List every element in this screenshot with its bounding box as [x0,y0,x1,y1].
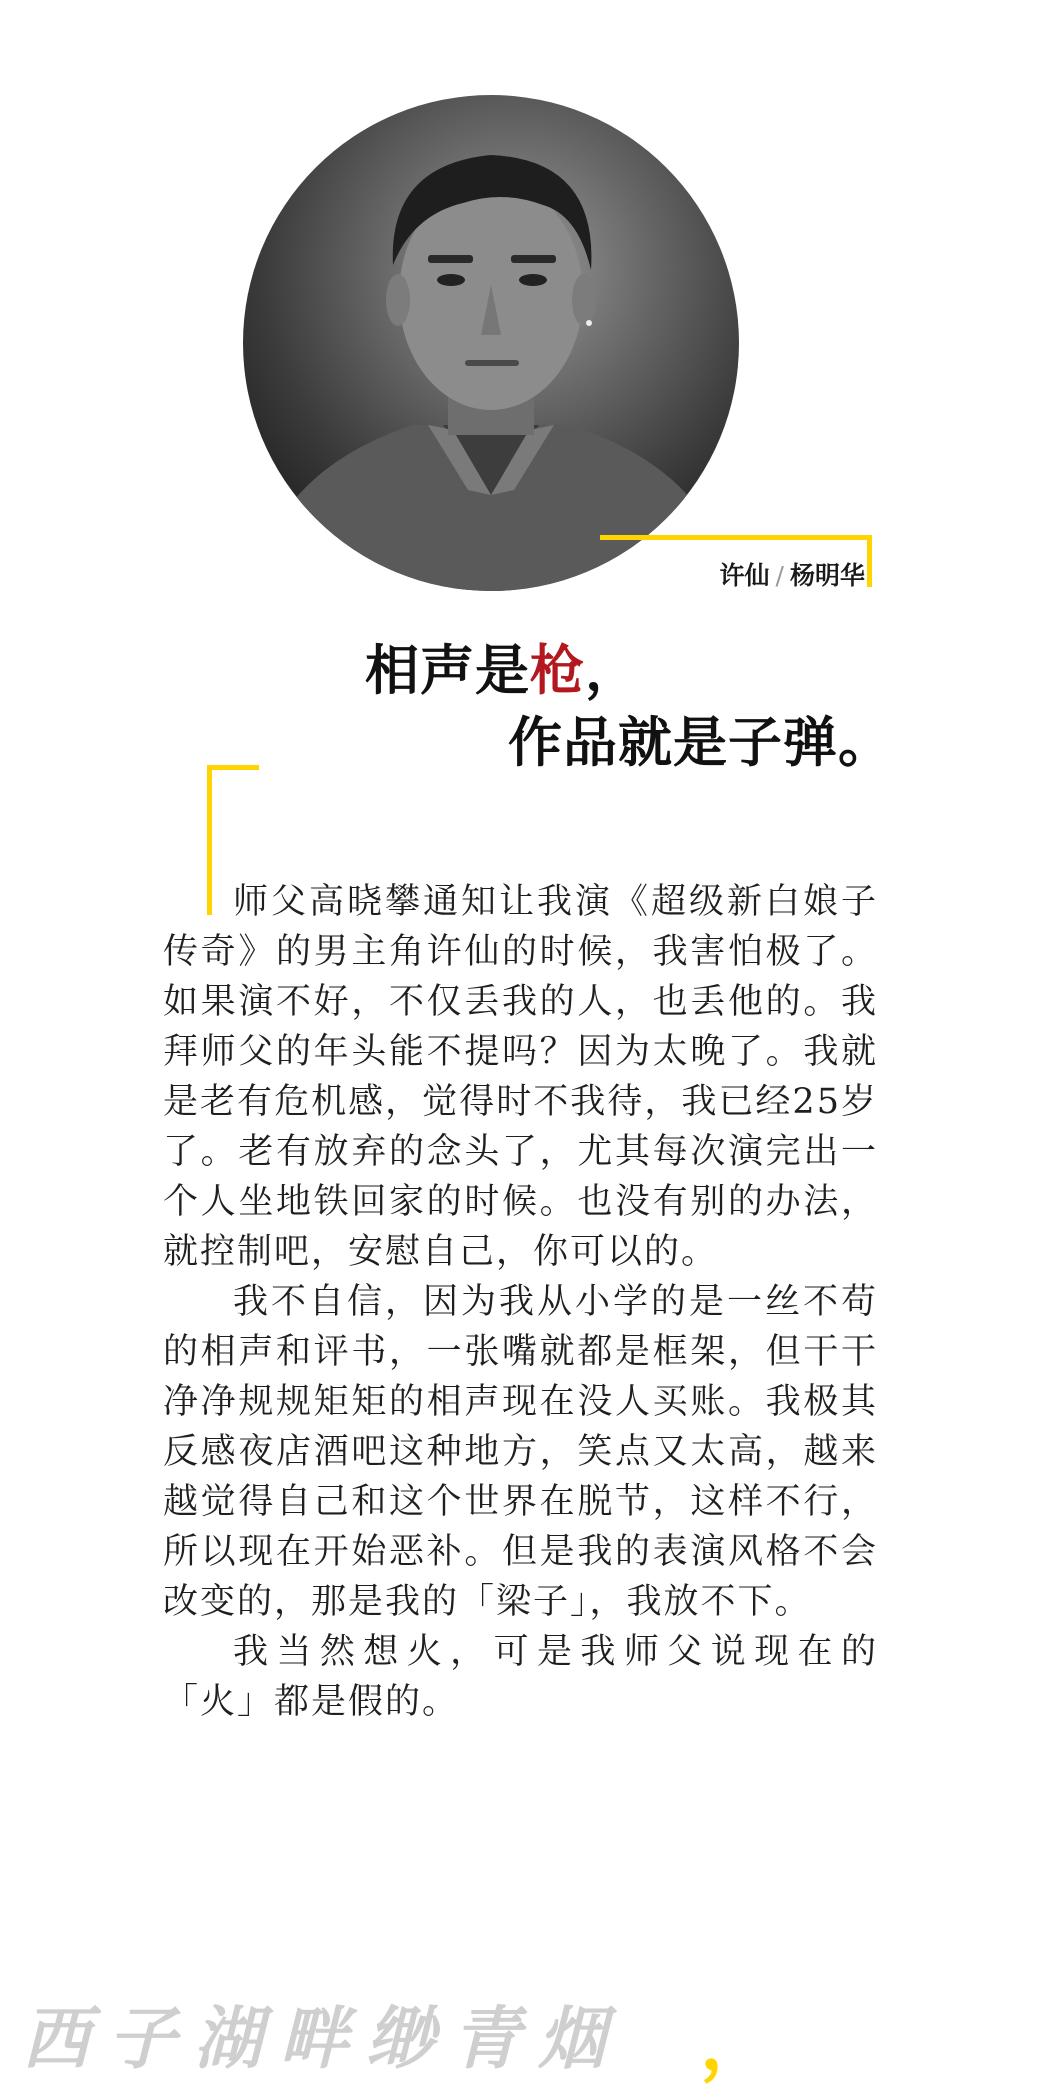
headline-line-1-comma: ， [585,638,640,702]
photo-caption [700,556,865,592]
footer-title: 西子湖畔缈青烟 [22,1999,625,2079]
body-paragraph: 师父高晓攀通知让我演《超级新白娘子传奇》的男主角许仙的时候，我害怕极了。如果演不好，不仅丢我的人，也丢他的。我拜师父的年头能不提吗？因为太晚了。我就是老有危机感，觉得时不我待，我已经25岁了。老有放弃的念头了，尤其每次演完出一个人坐地铁回家的时候。也没有别的办法，就控制吧，安慰自己，你可以的。 [163,882,878,1272]
body-paragraph: 我当然想火，可是我师父说现在的「火」都是假的。 [163,1632,878,1722]
caption-role: 许仙 [719,561,770,590]
headline-line-1-text: 相声是 [365,638,530,702]
headline-line-2: 作品就是子弹。 [508,710,893,774]
body-paragraph: 我不自信，因为我从小学的是一丝不苟的相声和评书，一张嘴就都是框架，但干干净净规规矩矩的相声现在没人买账。我极其反感夜店酒吧这种地方，笑点又太高，越来越觉得自己和这个世界在脱节，这样不行，所以现在开始恶补。但是我的表演风格不会改变的，那是我的「梁子」，我放不下。 [163,1282,878,1622]
article-body [163,877,878,1727]
caption-name: 杨明华 [789,561,865,590]
headline-line-1 [365,628,640,705]
headline-accent-word: 枪 [530,638,585,702]
portrait-illustration [243,95,739,591]
footer-comma: ， [700,2000,773,2085]
portrait-photo [243,95,739,591]
caption-separator: / [775,561,784,590]
